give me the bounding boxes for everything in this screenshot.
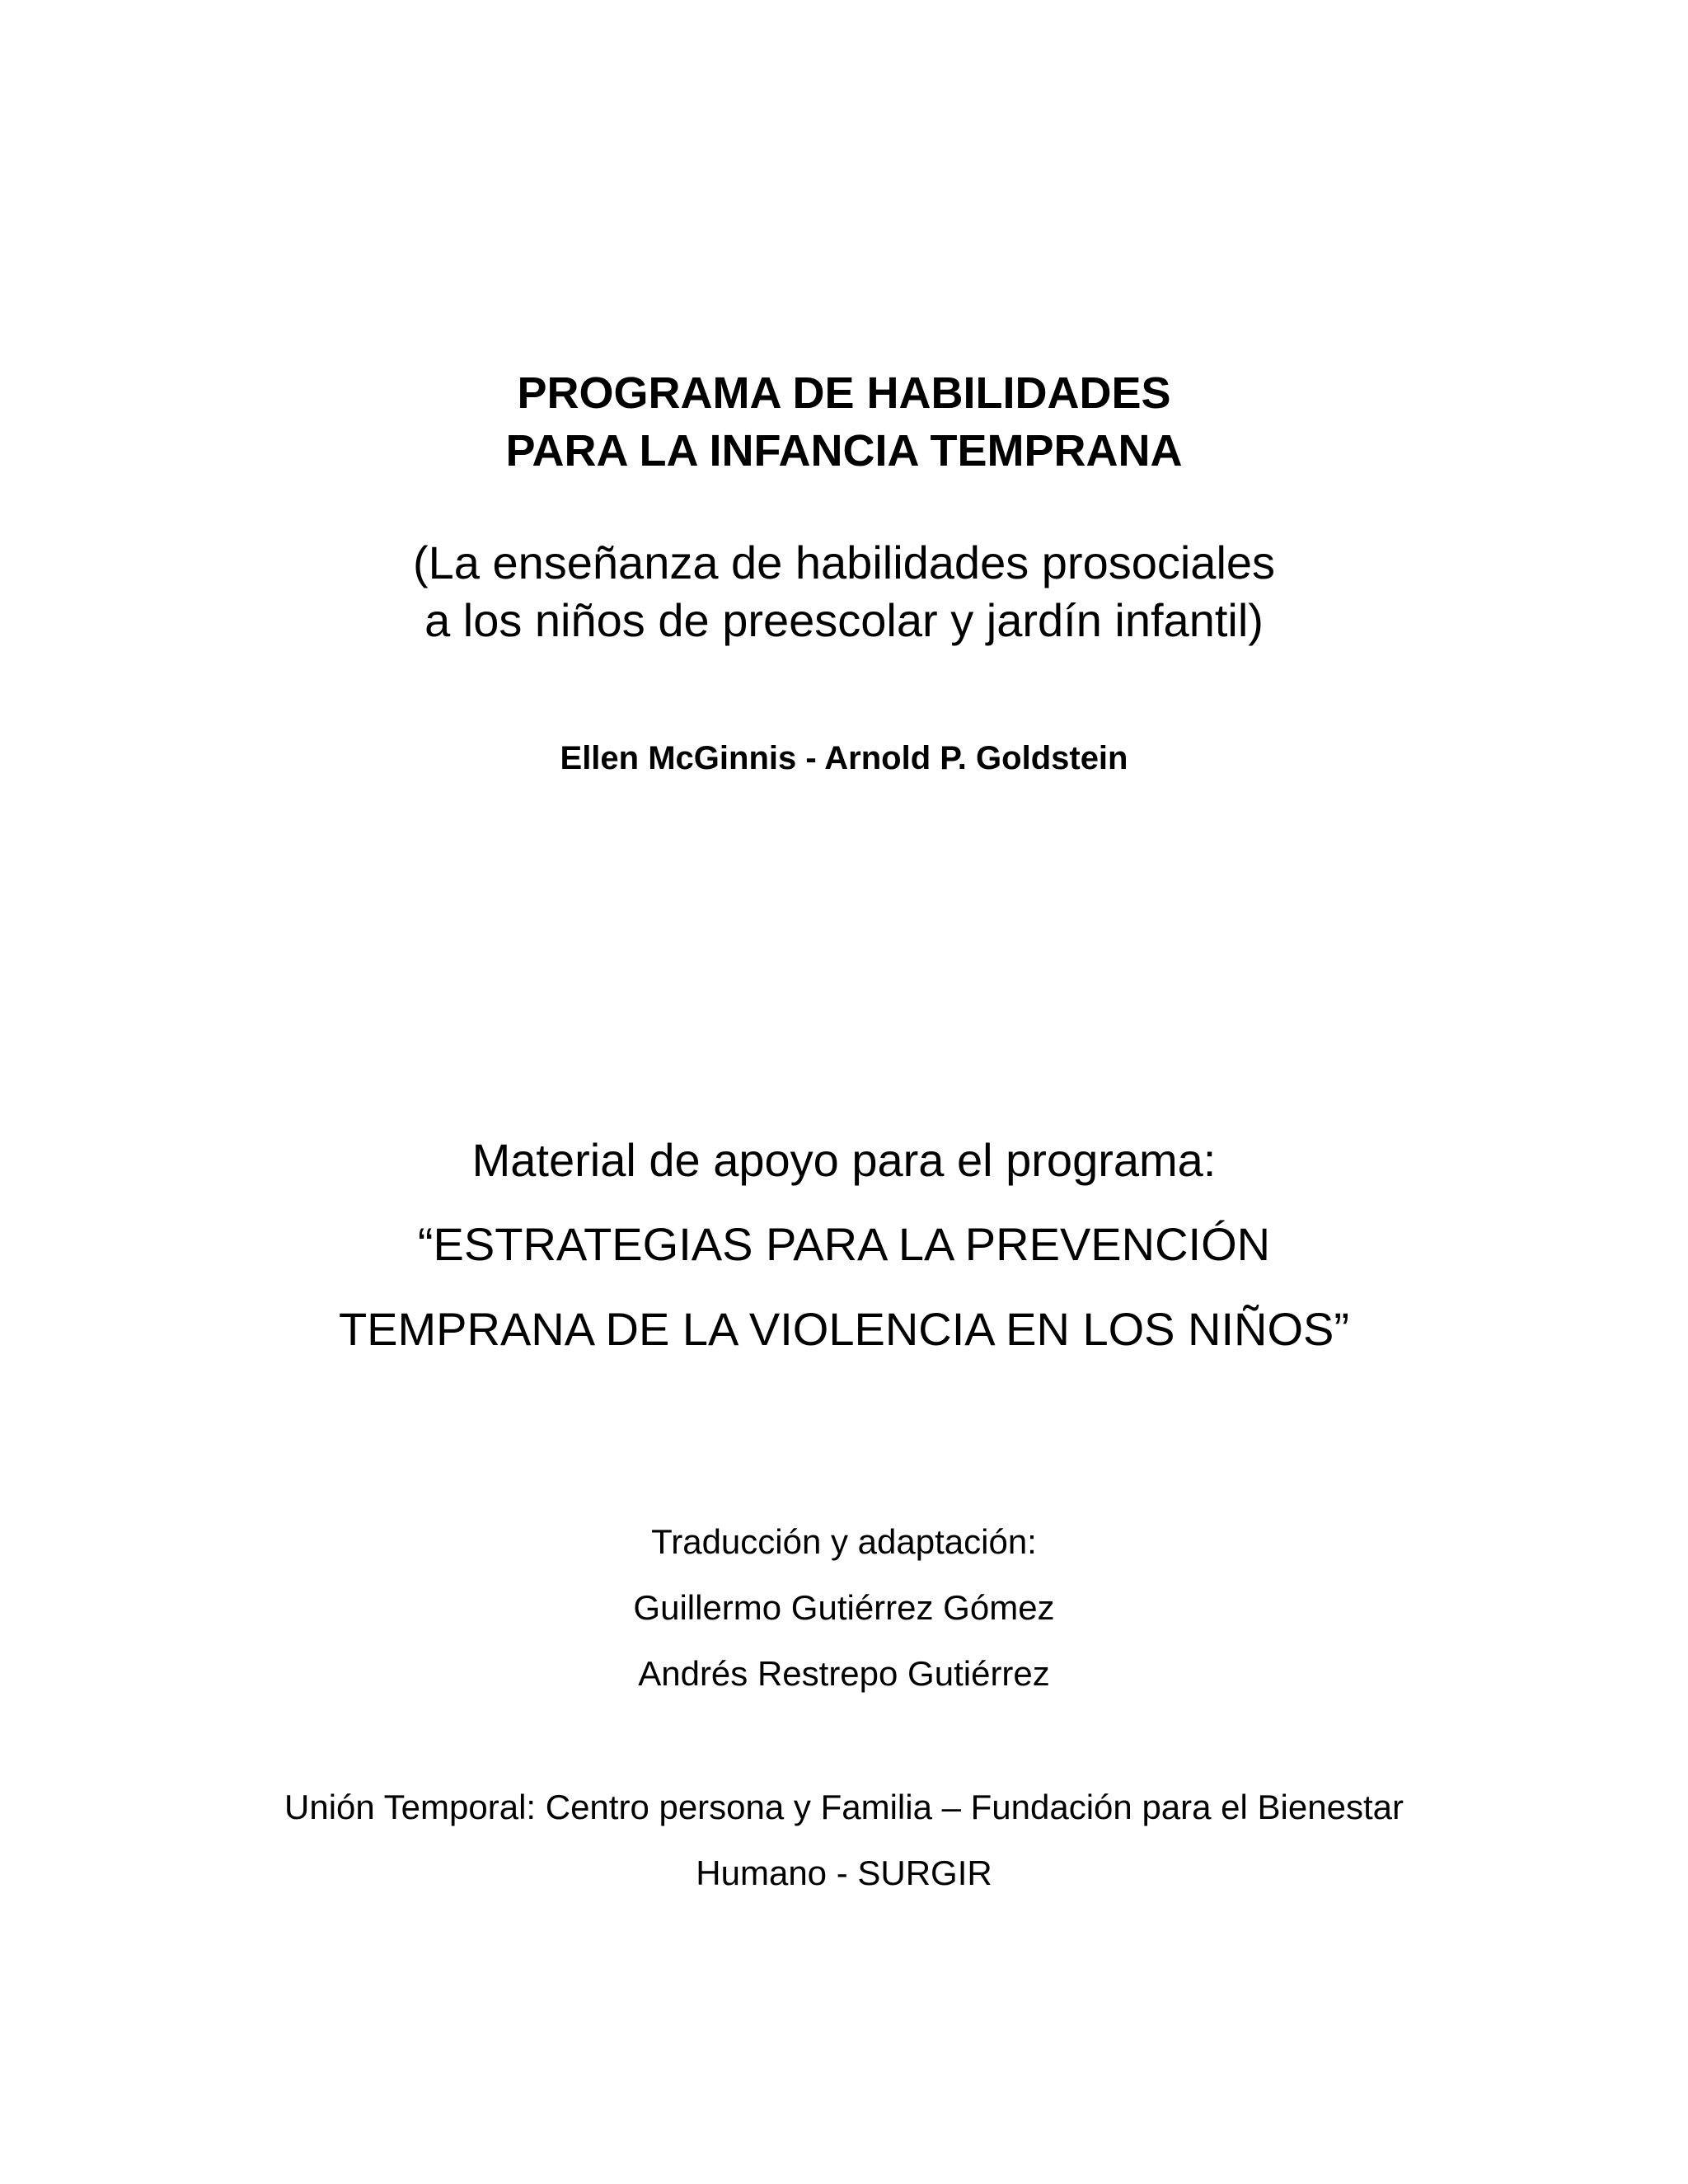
- program-title-line-2: TEMPRANA DE LA VIOLENCIA EN LOS NIÑOS”: [338, 1303, 1350, 1355]
- subtitle-line-1: (La enseñanza de habilidades prosociales: [412, 537, 1276, 588]
- program-title-line-1: “ESTRATEGIAS PARA LA PREVENCIÓN: [417, 1218, 1271, 1270]
- support-material-intro: Material de apoyo para el programa:: [471, 1134, 1217, 1186]
- translator-2: Andrés Restrepo Gutiérrez: [638, 1654, 1050, 1693]
- title-line-1: PROGRAMA DE HABILIDADES: [517, 368, 1171, 418]
- subtitle-line-2: a los niños de preescolar y jardín infantil): [424, 594, 1264, 646]
- title-line-2: PARA LA INFANCIA TEMPRANA: [505, 426, 1183, 476]
- authors: Ellen McGinnis - Arnold P. Goldstein: [560, 740, 1128, 776]
- translator-1: Guillermo Gutiérrez Gómez: [633, 1588, 1055, 1627]
- organization-line-1: Unión Temporal: Centro persona y Familia – Fundación para el Bienestar: [284, 1788, 1404, 1826]
- translation-heading: Traducción y adaptación:: [651, 1522, 1037, 1561]
- organization-line-2: Humano - SURGIR: [696, 1854, 992, 1892]
